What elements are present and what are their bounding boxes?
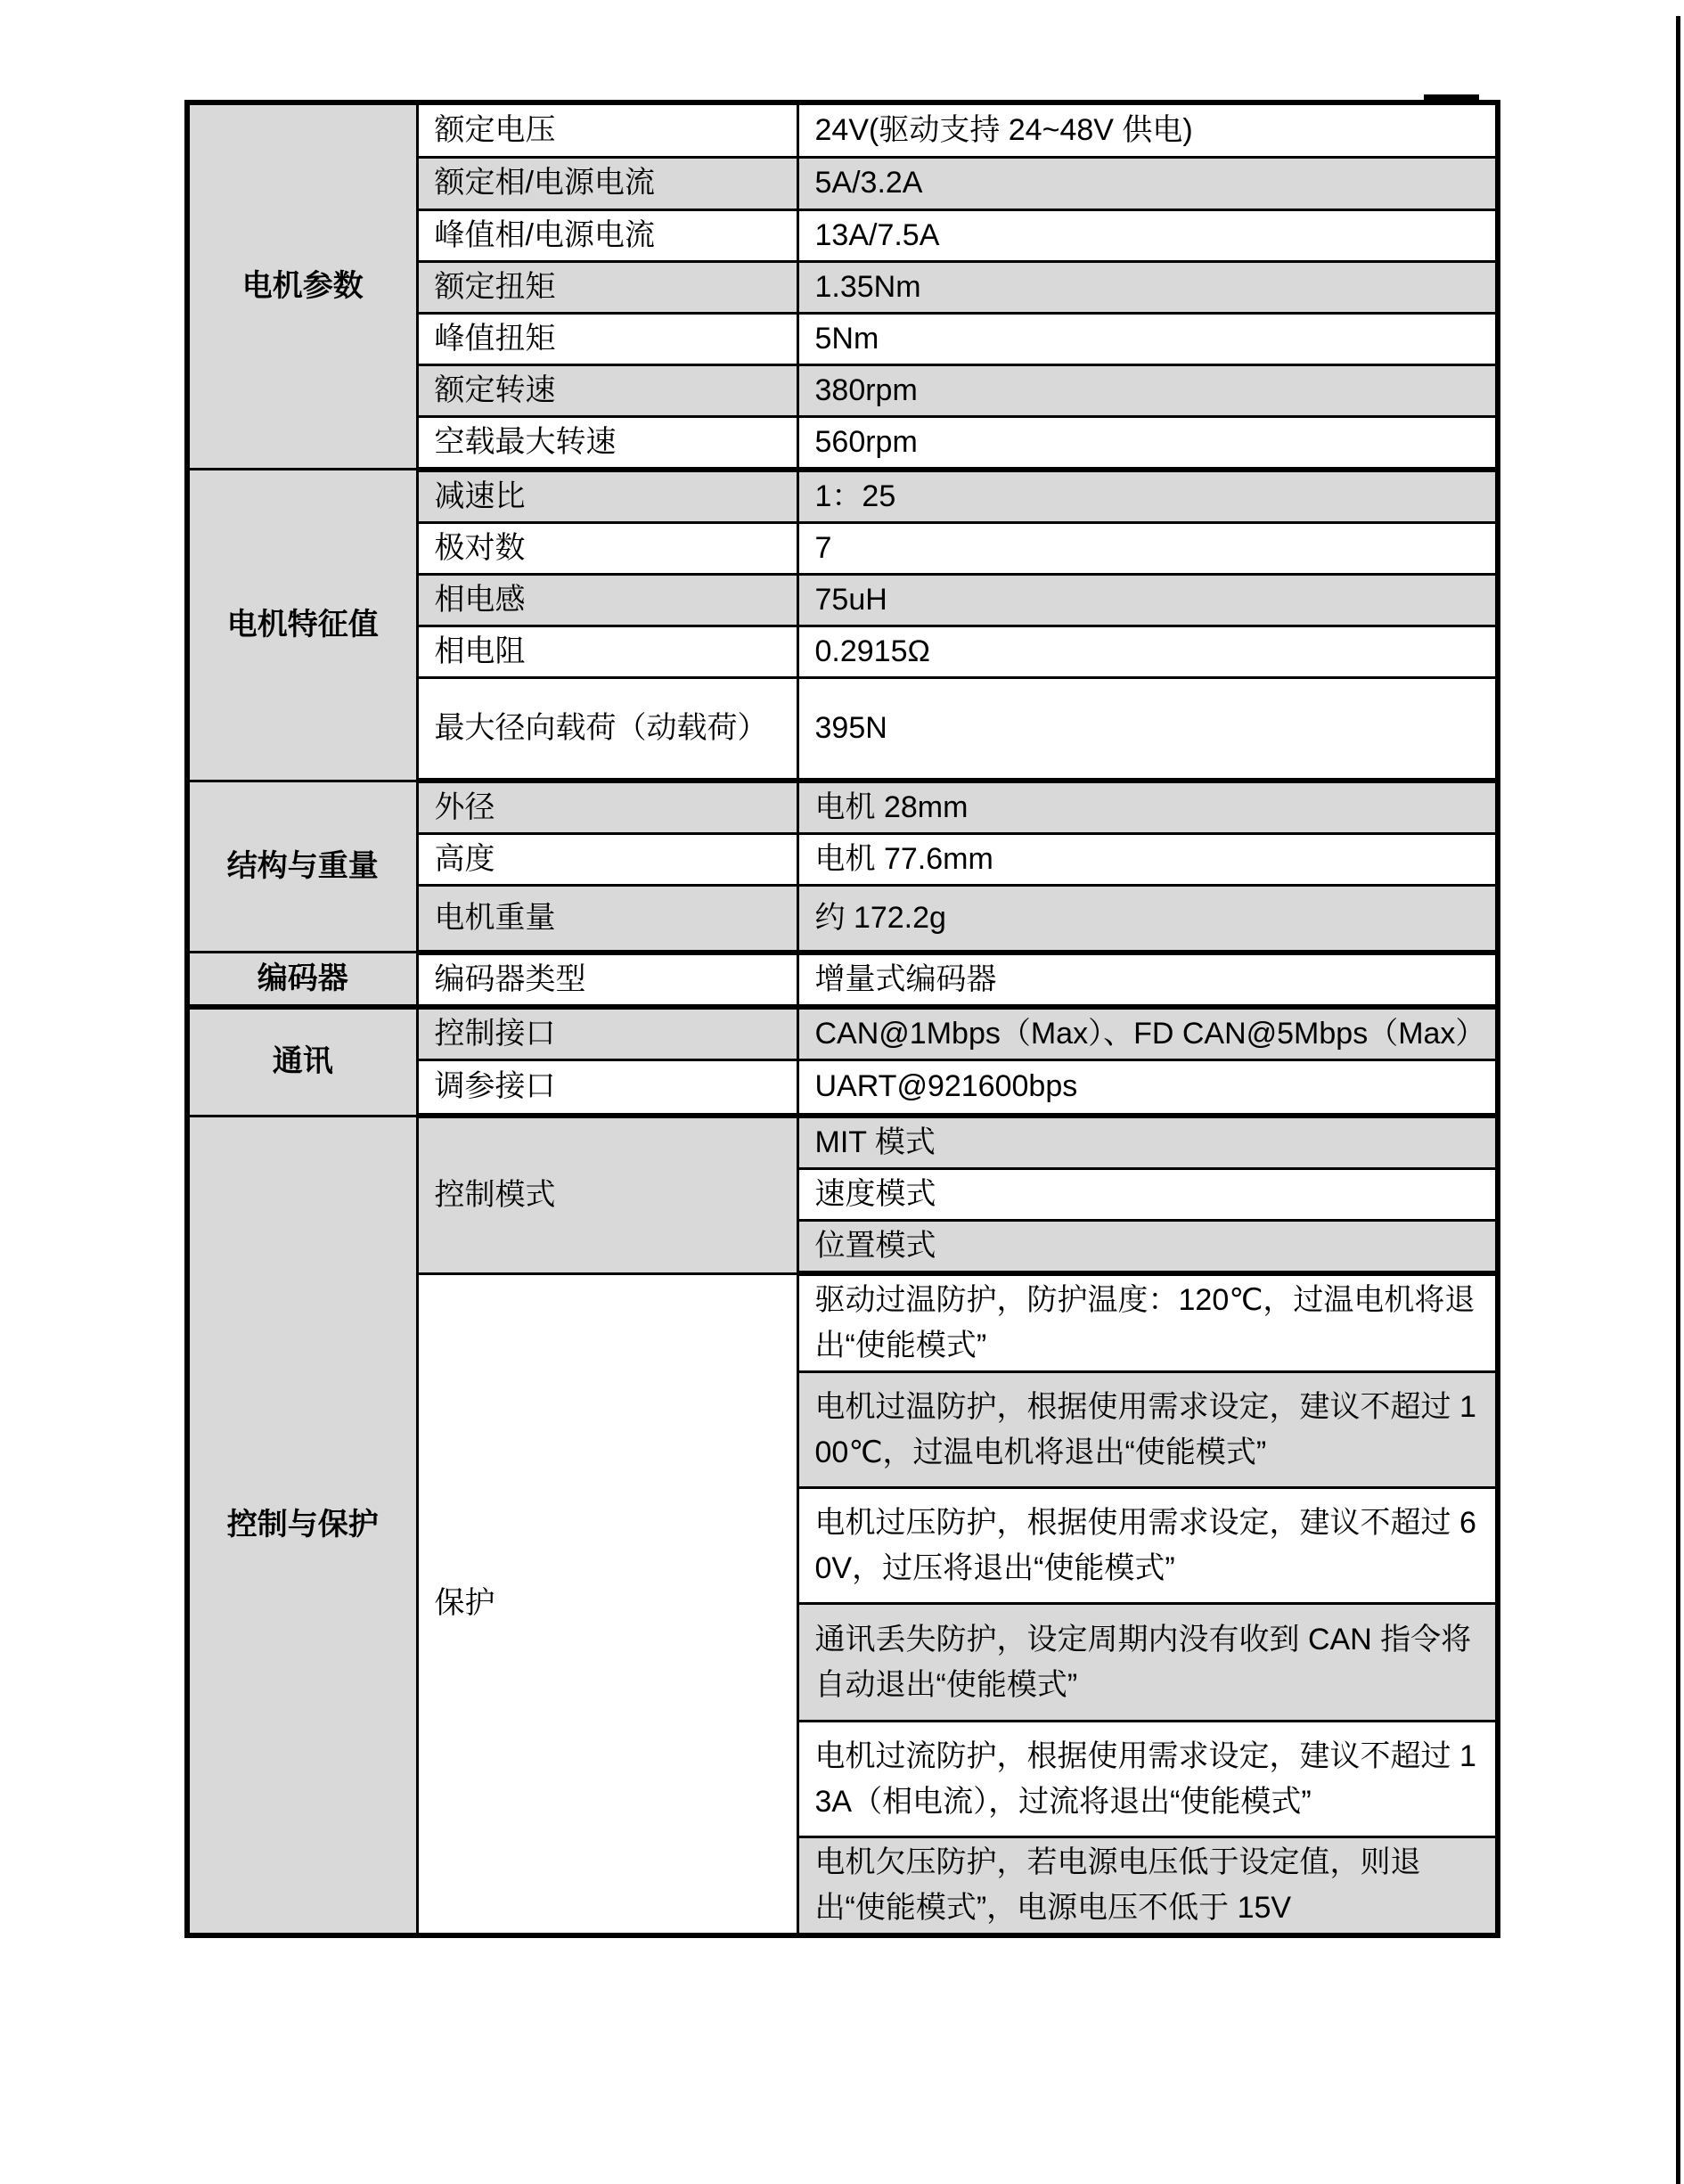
param-cell: 减速比 xyxy=(417,470,797,523)
table-row xyxy=(187,470,1498,523)
value-cell: 1.35Nm xyxy=(797,261,1498,313)
value-cell: 0.2915Ω xyxy=(797,626,1498,677)
category-cell: 通讯 xyxy=(187,1007,417,1117)
value-cell: 电机 28mm xyxy=(797,781,1498,834)
param-cell: 相电感 xyxy=(417,574,797,626)
category-cell: 结构与重量 xyxy=(187,781,417,953)
category-cell: 编码器 xyxy=(187,953,417,1007)
value-cell: 13A/7.5A xyxy=(797,209,1498,261)
value-cell: 速度模式 xyxy=(797,1169,1498,1221)
param-cell: 外径 xyxy=(417,781,797,834)
param-cell: 相电阻 xyxy=(417,626,797,677)
category-cell: 电机特征值 xyxy=(187,470,417,781)
value-cell: 75uH xyxy=(797,574,1498,626)
value-cell: UART@921600bps xyxy=(797,1059,1498,1116)
value-cell: 1：25 xyxy=(797,470,1498,523)
page-edge-line xyxy=(1676,16,1680,2184)
table-row xyxy=(187,102,1498,157)
value-cell: 5A/3.2A xyxy=(797,157,1498,209)
value-cell: 380rpm xyxy=(797,364,1498,416)
value-cell: 560rpm xyxy=(797,416,1498,470)
param-cell: 额定扭矩 xyxy=(417,261,797,313)
value-cell: 电机 77.6mm xyxy=(797,834,1498,886)
table-row xyxy=(187,953,1498,1007)
value-cell: 395N xyxy=(797,677,1498,781)
param-cell: 控制接口 xyxy=(417,1007,797,1060)
table-row xyxy=(187,1116,1498,1169)
param-cell: 高度 xyxy=(417,834,797,886)
value-cell: 电机过温防护，根据使用需求设定，建议不超过 100℃，过温电机将退出“使能模式” xyxy=(797,1372,1498,1488)
param-cell: 空载最大转速 xyxy=(417,416,797,470)
param-cell: 电机重量 xyxy=(417,886,797,953)
value-cell: 位置模式 xyxy=(797,1221,1498,1274)
value-cell: 7 xyxy=(797,522,1498,574)
value-cell: 增量式编码器 xyxy=(797,953,1498,1007)
category-cell: 控制与保护 xyxy=(187,1116,417,1935)
param-cell: 控制模式 xyxy=(417,1116,797,1273)
param-cell: 最大径向载荷（动载荷） xyxy=(417,677,797,781)
param-cell: 峰值扭矩 xyxy=(417,313,797,364)
value-cell: 24V(驱动支持 24~48V 供电) xyxy=(797,102,1498,157)
param-cell: 调参接口 xyxy=(417,1059,797,1116)
value-cell: MIT 模式 xyxy=(797,1116,1498,1169)
value-cell: 5Nm xyxy=(797,313,1498,364)
value-cell: 电机欠压防护，若电源电压低于设定值，则退出“使能模式”，电源电压不低于 15V xyxy=(797,1837,1498,1936)
category-cell: 电机参数 xyxy=(187,102,417,470)
param-cell: 保护 xyxy=(417,1273,797,1935)
param-cell: 额定转速 xyxy=(417,364,797,416)
spec-table xyxy=(184,100,1500,1938)
value-cell: 约 172.2g xyxy=(797,886,1498,953)
param-cell: 额定电压 xyxy=(417,102,797,157)
param-cell: 额定相/电源电流 xyxy=(417,157,797,209)
table-row xyxy=(187,1007,1498,1060)
value-cell: 电机过压防护，根据使用需求设定，建议不超过 60V，过压将退出“使能模式” xyxy=(797,1488,1498,1604)
param-cell: 峰值相/电源电流 xyxy=(417,209,797,261)
spec-table-body xyxy=(187,102,1498,1935)
value-cell: 通讯丢失防护，设定周期内没有收到 CAN 指令将自动退出“使能模式” xyxy=(797,1604,1498,1722)
value-cell: CAN@1Mbps（Max）、FD CAN@5Mbps（Max） xyxy=(797,1007,1498,1060)
param-cell: 极对数 xyxy=(417,522,797,574)
table-row xyxy=(187,781,1498,834)
value-cell: 驱动过温防护，防护温度：120℃，过温电机将退出“使能模式” xyxy=(797,1273,1498,1372)
value-cell: 电机过流防护，根据使用需求设定，建议不超过 13A（相电流），过流将退出“使能模式” xyxy=(797,1722,1498,1837)
param-cell: 编码器类型 xyxy=(417,953,797,1007)
